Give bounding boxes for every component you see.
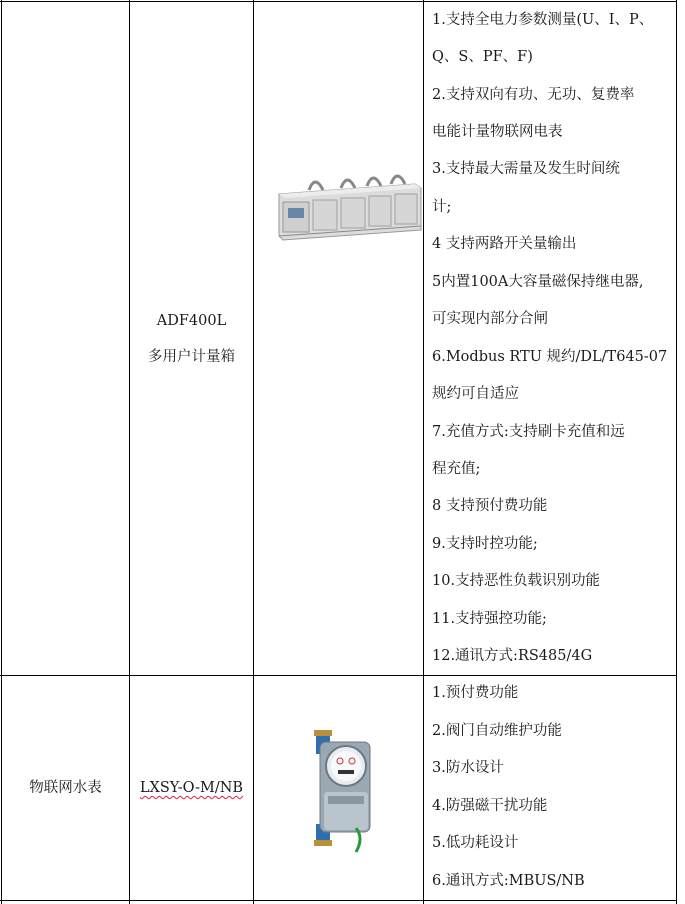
feature-item: 6.Modbus RTU 规约/DL/T645-07 [432,349,668,365]
category-cell: 物联网水表 [29,780,102,796]
feature-item: 4.防强磁干扰功能 [432,798,548,814]
iot-water-meter-photo [302,728,382,856]
model-code: ADF400L [156,312,227,329]
feature-item: 10.支持恶性负载识别功能 [432,573,601,589]
feature-item: 计; [432,199,452,215]
model-cell [130,676,253,900]
table-border-bottom [0,900,676,901]
feature-item: 3.防水设计 [432,760,504,776]
feature-item: 6.通讯方式:MBUS/NB [432,873,585,889]
model-code: LXSY-O-M/NB [139,780,244,796]
table-row [2,2,129,675]
column-divider [253,0,254,904]
feature-item: 5内置100A大容量磁保持继电器, [432,274,644,290]
feature-item: 8 支持预付费功能 [432,498,548,514]
multi-user-meter-box-photo [275,172,425,247]
model-cell [130,2,253,675]
feature-item: 规约可自适应 [432,386,519,402]
feature-item: 2.支持双向有功、无功、复费率 [432,87,635,103]
feature-item: 电能计量物联网电表 [432,124,563,140]
table-border-right [676,0,677,904]
feature-item: 9.支持时控功能; [432,536,538,552]
feature-item: 12.通讯方式:RS485/4G [432,648,593,664]
feature-item: 1.支持全电力参数测量(U、I、P、 [432,12,654,28]
feature-item: Q、S、PF、F) [432,49,533,65]
feature-item: 程充值; [432,461,481,477]
feature-item: 2.阀门自动维护功能 [432,723,562,739]
feature-item: 7.充值方式:支持刷卡充值和远 [432,424,625,440]
feature-item: 可实现内部分合闸 [432,311,548,327]
column-divider [423,0,424,904]
feature-item: 3.支持最大需量及发生时间统 [432,161,620,177]
product-name: 多用户计量箱 [148,348,235,365]
feature-item: 11.支持强控功能; [432,611,547,627]
feature-item: 1.预付费功能 [432,685,519,701]
feature-item: 4 支持两路开关量输出 [432,236,577,252]
feature-item: 5.低功耗设计 [432,835,519,851]
table-row [2,676,129,900]
